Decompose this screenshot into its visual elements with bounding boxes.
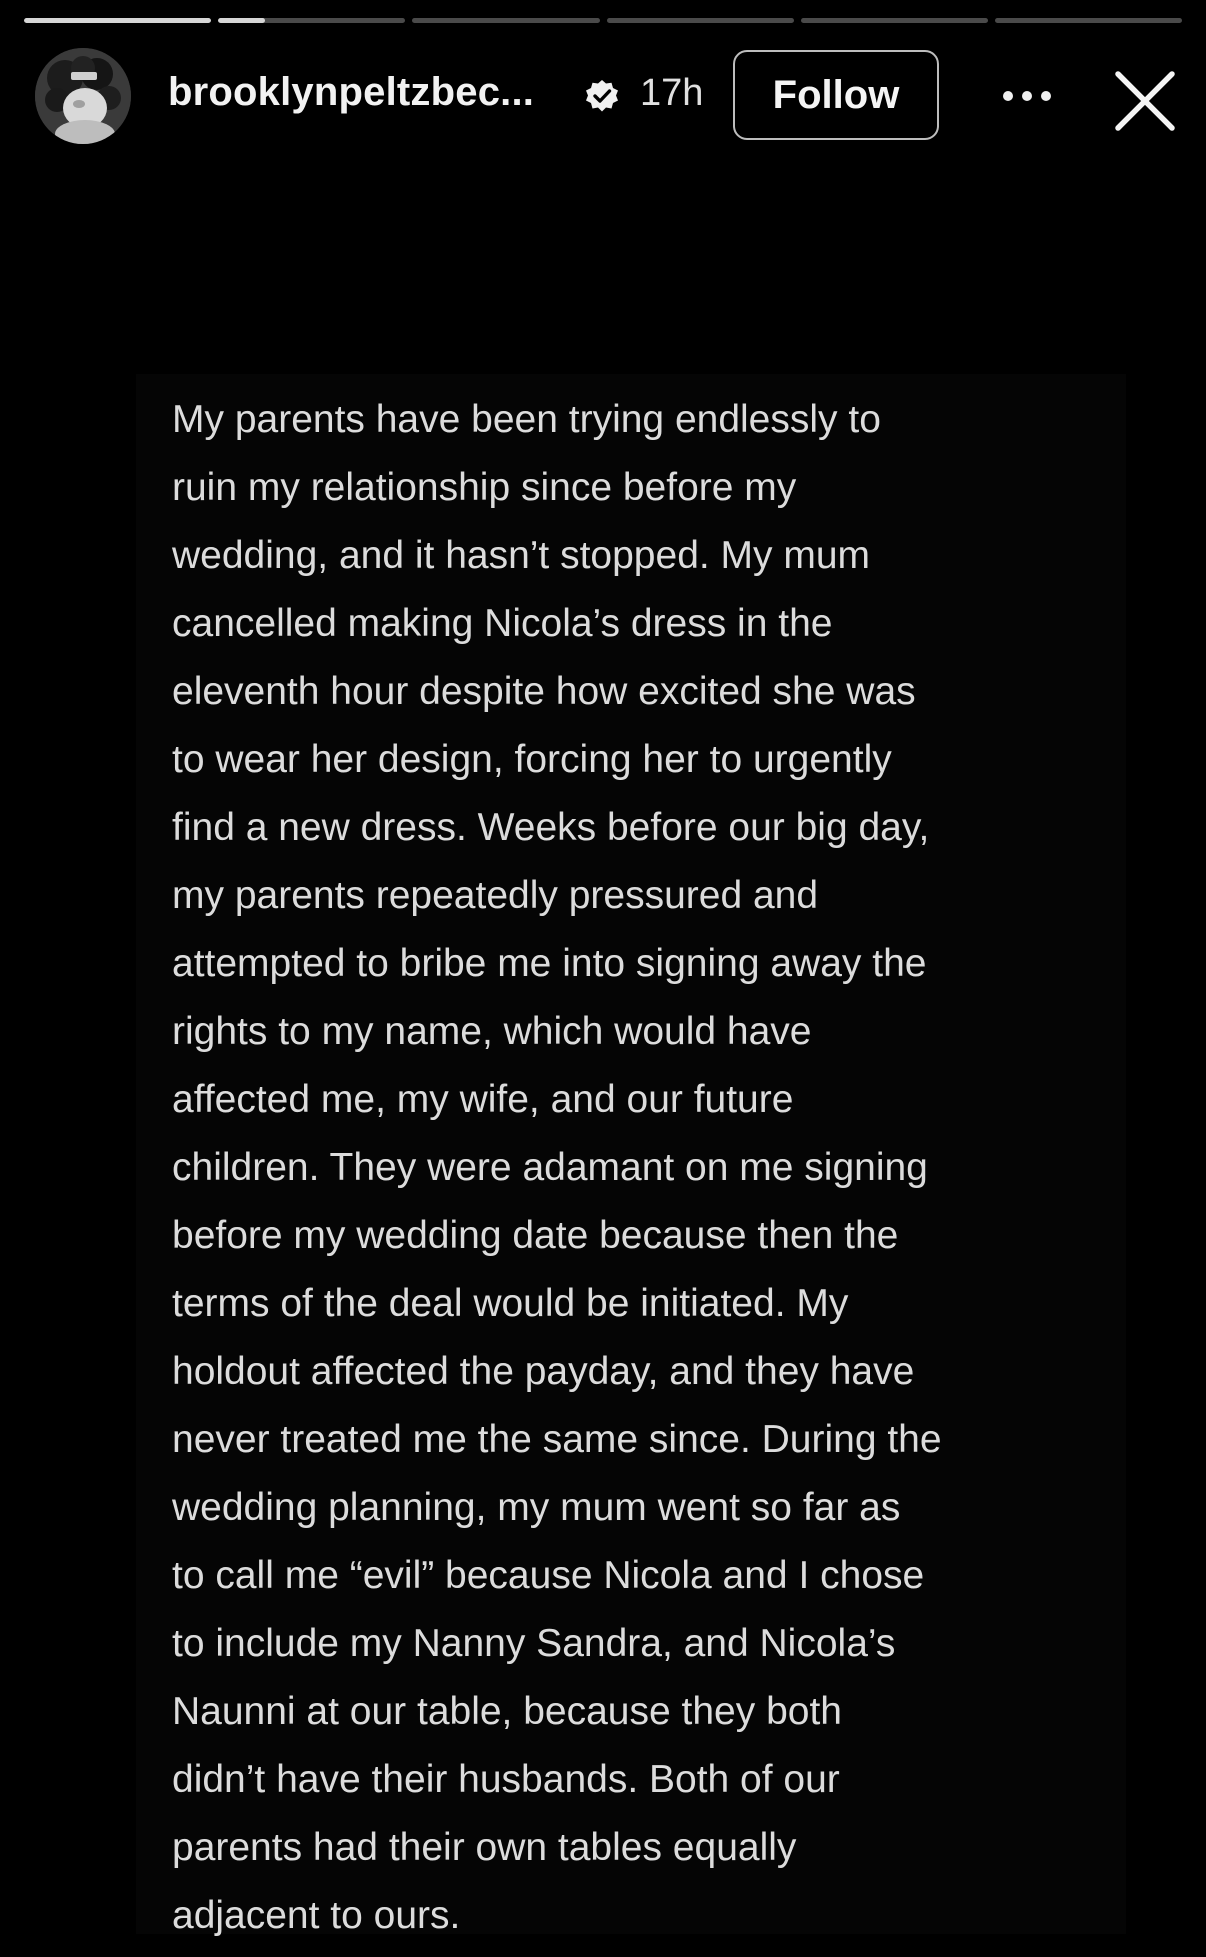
post-time: 17h — [640, 72, 704, 114]
story-text: My parents have been trying endlessly to ruin my relationship since before my wedding, and it hasn’t stopped. My mum cancelled making Nicola’s dress in the eleventh hour despite how excited she was to wear her design, forcing her to urgently find a new dress. Weeks before our big day, my parents repeatedly pressured and attempted to bribe me into signing away the rights to my name, which would have affected me, my wife, and our future children. They were adamant on me signing before my wedding date because then the terms of the deal would be initiated. My holdout affected the payday, and they have never treated me the same since. During the wedding planning, my mum went so far as to call me “evil” because Nicola and I chose to include my Nanny Sandra, and Nicola’s Naunni at our table, because they both didn’t have their husbands. Both of our parents had their own tables equally adjacent to ours. — [172, 398, 942, 1937]
progress-segment — [218, 18, 405, 23]
verified-badge-icon — [584, 78, 620, 114]
close-icon[interactable] — [1114, 70, 1176, 132]
progress-segment — [24, 18, 211, 23]
story-header — [0, 48, 1206, 144]
progress-segment — [607, 18, 794, 23]
progress-segment — [412, 18, 599, 23]
story-progress-bar — [24, 18, 1182, 24]
progress-segment — [995, 18, 1182, 23]
profile-photo-icon — [35, 48, 131, 144]
avatar[interactable] — [35, 48, 131, 144]
username[interactable]: brooklynpeltzbec... — [168, 70, 535, 114]
follow-button[interactable]: Follow — [733, 50, 939, 140]
more-horizontal-icon[interactable] — [1000, 78, 1054, 114]
progress-segment — [801, 18, 988, 23]
